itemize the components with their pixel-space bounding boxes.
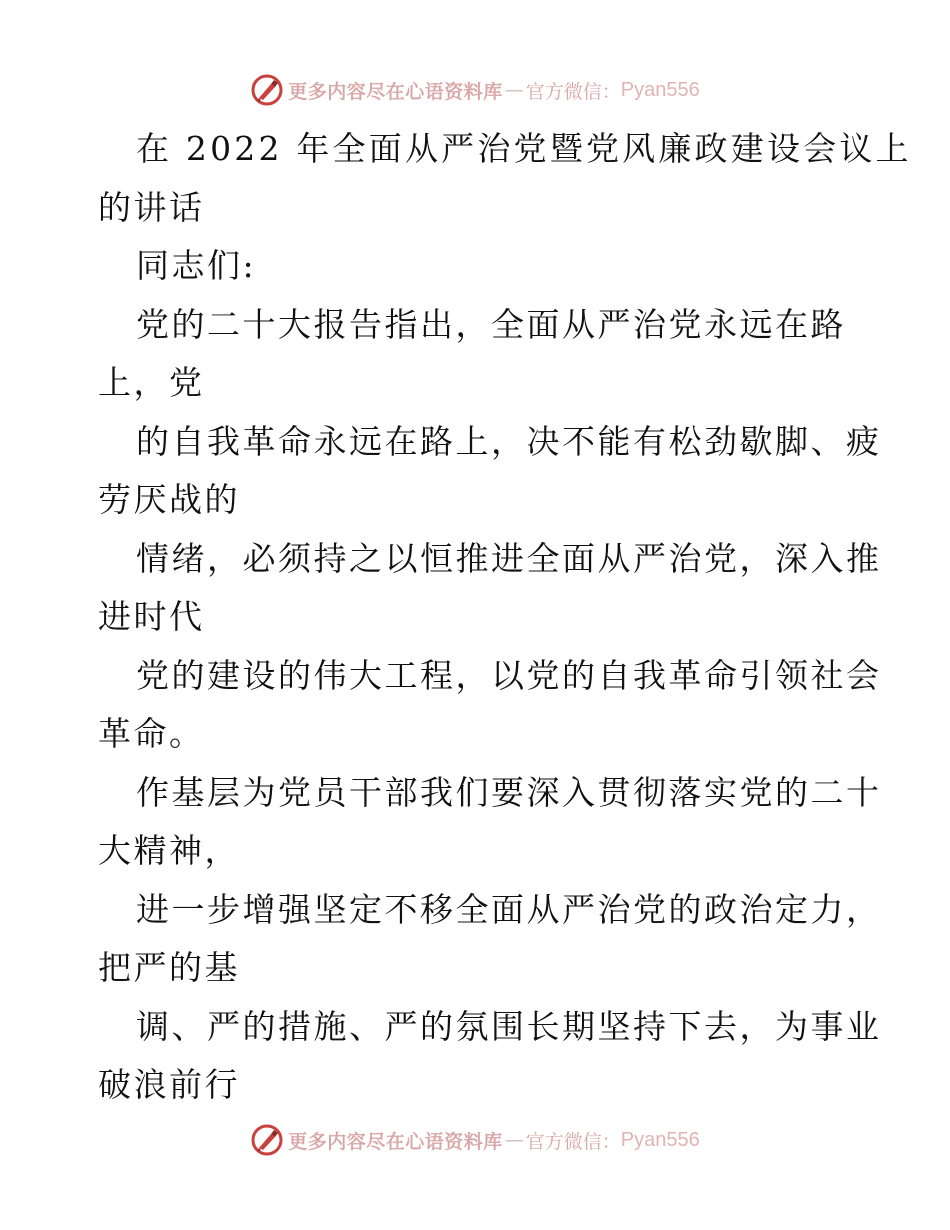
body-line: 党的二十大报告指出，全面从严治党永远在路 — [136, 304, 846, 344]
footer-wechat-label: 官方微信： — [525, 1130, 621, 1153]
body-line: 调、严的措施、严的氛围长期坚持下去，为事业 — [136, 1006, 882, 1046]
body-line: 把严的基 — [98, 948, 240, 987]
body-line: 情绪，必须持之以恒推进全面从严治党，深入推 — [136, 538, 882, 578]
body-line: 的自我革命永远在路上，决不能有松劲歇脚、疲 — [136, 421, 882, 461]
document-title-line-2: 的讲话 — [98, 187, 205, 227]
pen-logo-icon — [250, 1123, 284, 1157]
document-title-line-1: 在 2022 年全面从严治党暨党风廉政建设会议上 — [136, 129, 912, 168]
document-body — [98, 120, 912, 1115]
body-line: 党的建设的伟大工程，以党的自我革命引领社会 — [136, 655, 882, 695]
body-line: 革命。 — [98, 714, 205, 753]
body-line: 劳厌战的 — [98, 480, 240, 519]
body-line: 破浪前行 — [98, 1065, 240, 1104]
body-line: 作基层为党员干部我们要深入贯彻落实党的二十 — [136, 772, 882, 812]
header-wechat-id: Pyan556 — [620, 78, 700, 101]
footer-banner-dash: — — [504, 1129, 524, 1151]
header-banner — [0, 70, 950, 110]
header-banner-dash: — — [504, 79, 524, 101]
header-banner-text: 更多内容尽在心语资料库 — [288, 80, 503, 103]
header-wechat-label: 官方微信： — [525, 80, 621, 103]
body-line: 大精神， — [98, 831, 240, 870]
footer-banner-text: 更多内容尽在心语资料库 — [288, 1130, 503, 1153]
footer-wechat-id: Pyan556 — [620, 1128, 700, 1151]
pen-logo-icon — [250, 73, 284, 107]
footer-banner — [0, 1120, 950, 1160]
body-line: 上，党 — [98, 363, 205, 402]
body-line: 进一步增强坚定不移全面从严治党的政治定力， — [136, 889, 882, 929]
salutation: 同志们: — [136, 246, 257, 285]
body-line: 进时代 — [98, 597, 205, 636]
